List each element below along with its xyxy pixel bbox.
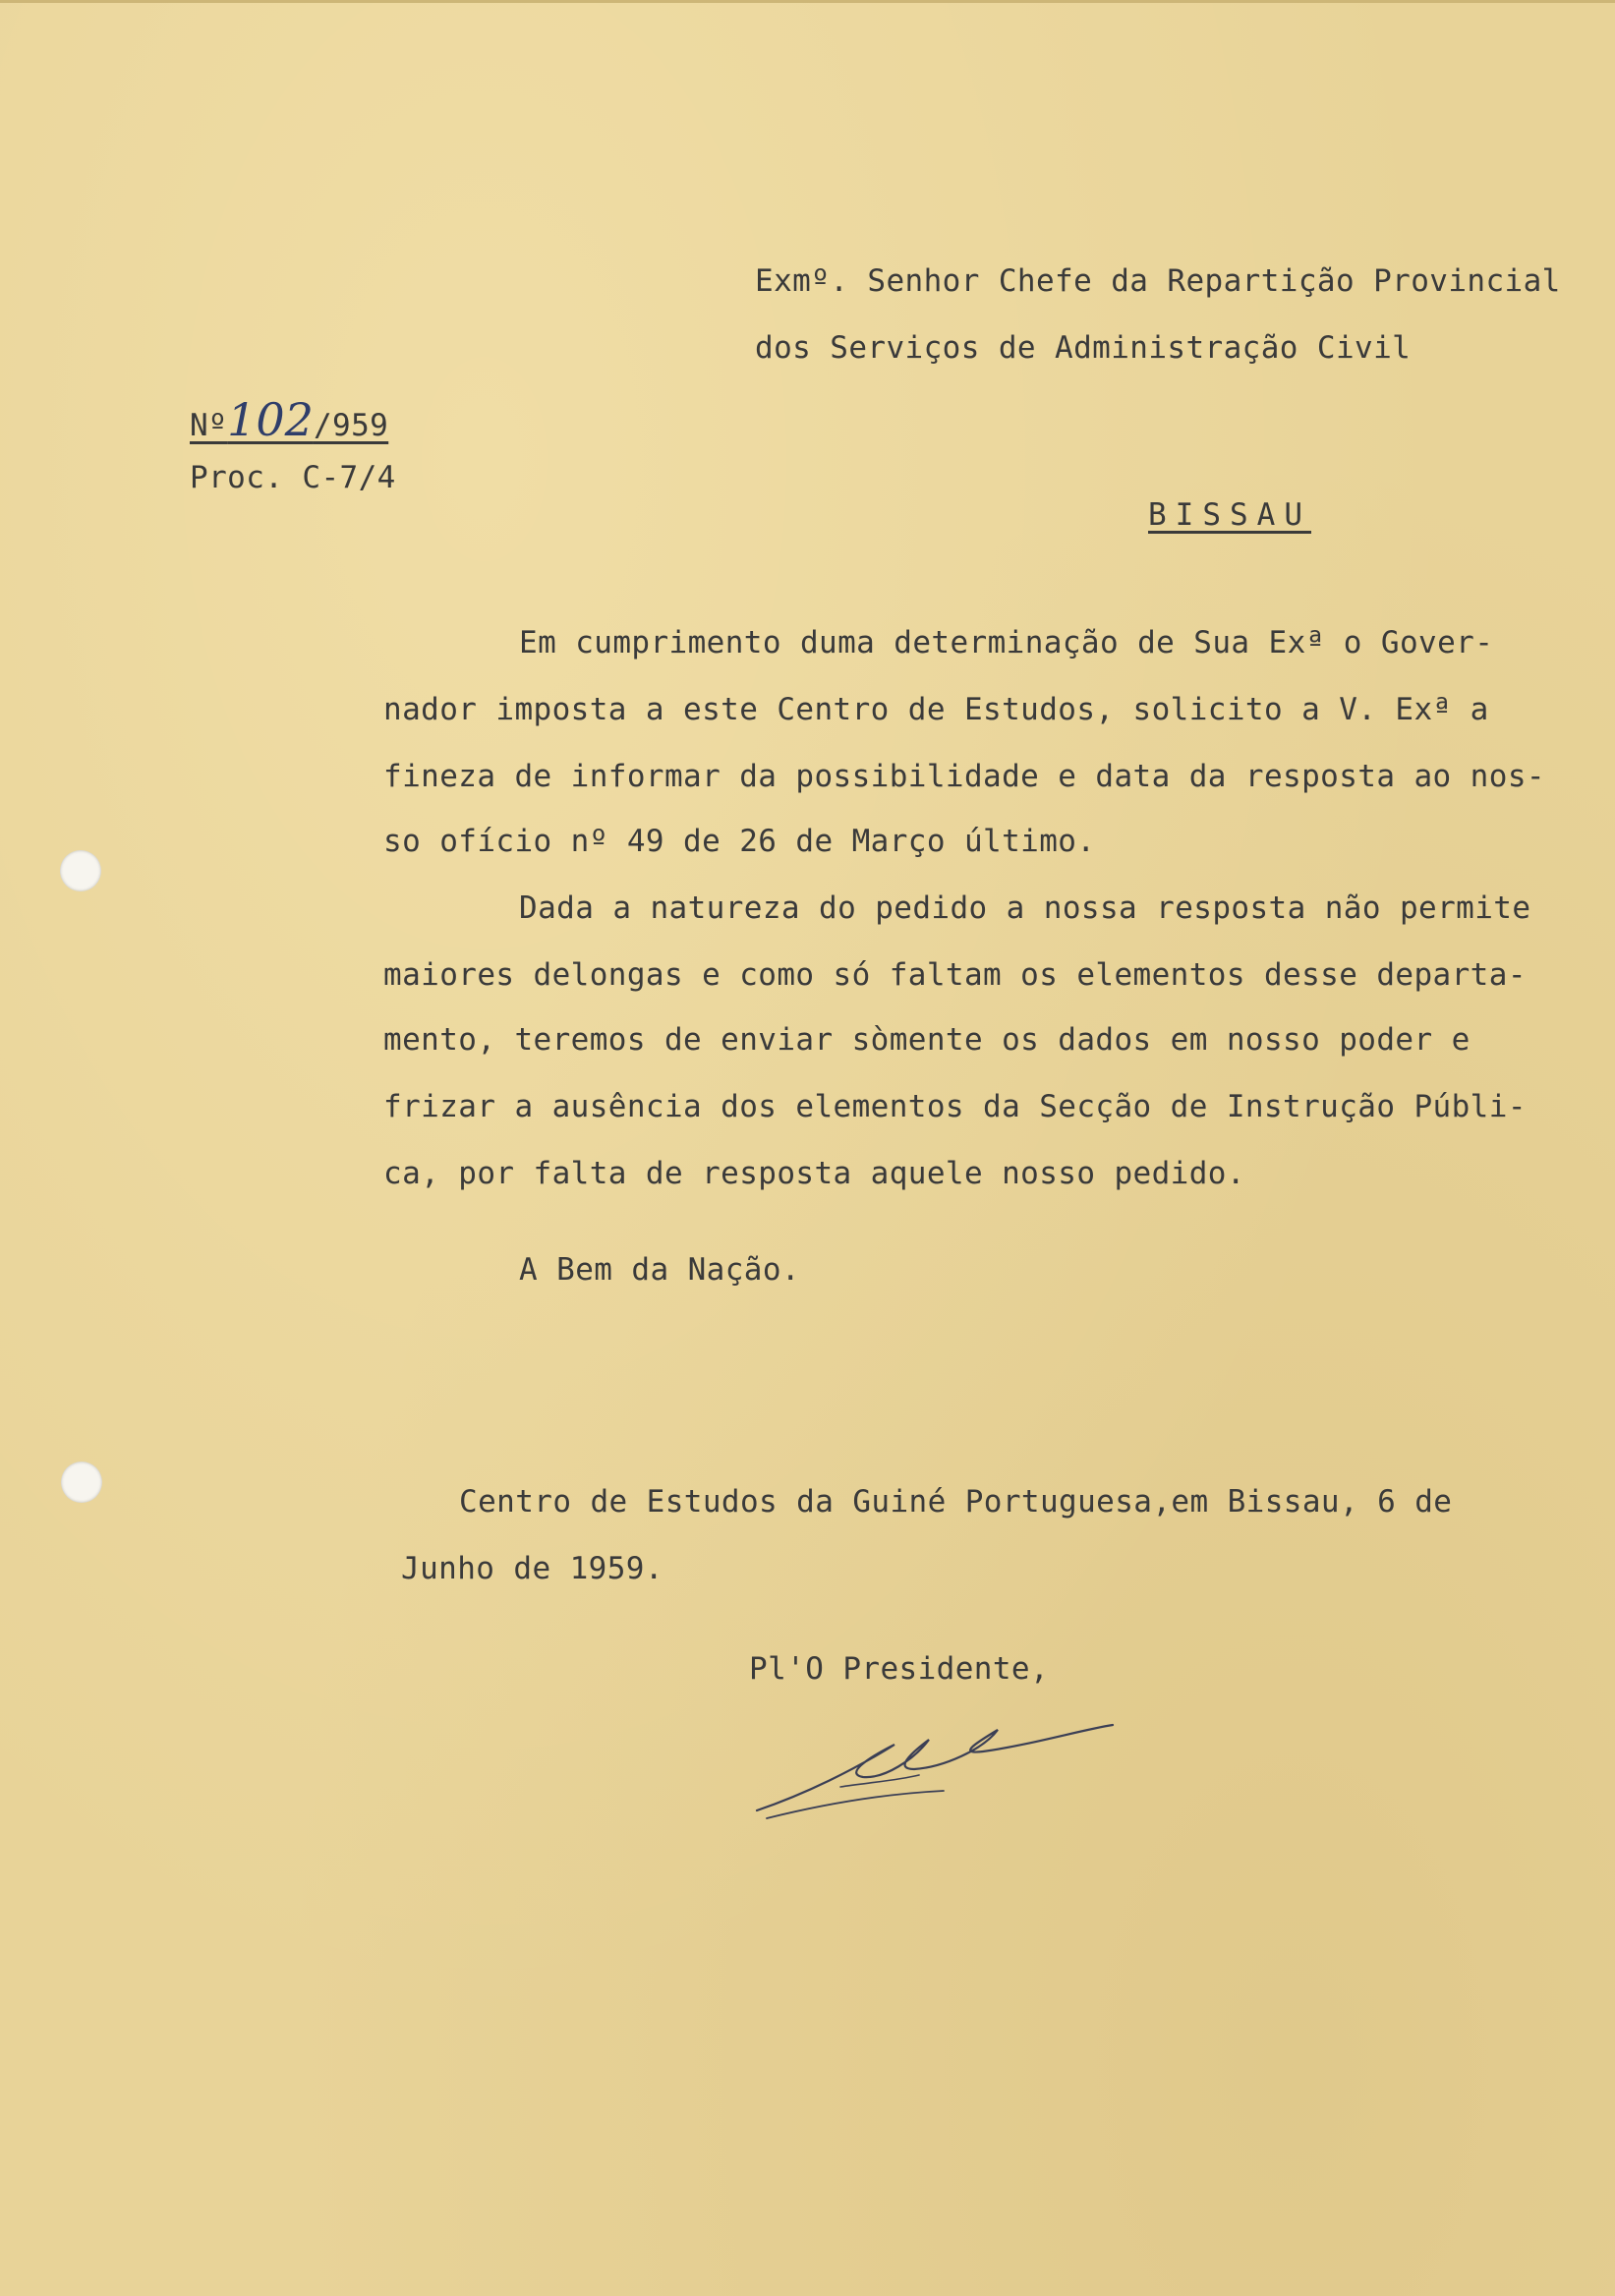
body-line: nador imposta a este Centro de Estudos, solicito a V. Exª a (383, 692, 1489, 727)
reference-year: /959 (313, 408, 389, 443)
addressee-city: BISSAU (1148, 497, 1311, 533)
body-line: maiores delongas e como só faltam os elementos desse departa- (383, 957, 1527, 993)
body-line: mento, teremos de enviar sòmente os dados em nosso poder e (383, 1022, 1471, 1058)
punch-hole-bottom (61, 1462, 102, 1503)
reference-prefix: Nº (190, 408, 228, 443)
addressee-line-1: Exmº. Senhor Chefe da Repartição Provincial (755, 263, 1561, 299)
place-date-line-1: Centro de Estudos da Guiné Portuguesa,em Bissau, 6 de (459, 1484, 1453, 1520)
body-line: Em cumprimento duma determinação de Sua Exª o Gover- (519, 625, 1494, 660)
body-line: ca, por falta de resposta aquele nosso pedido. (383, 1156, 1245, 1191)
body-line: fineza de informar da possibilidade e data da resposta ao nos- (383, 759, 1545, 794)
punch-hole-top (60, 850, 101, 891)
reference-handwritten-number: 102 (227, 393, 314, 446)
addressee-line-2: dos Serviços de Administração Civil (755, 330, 1412, 366)
signatory-title: Pl'O Presidente, (749, 1651, 1050, 1687)
body-line: frizar a ausência dos elementos da Secção de Instrução Públi- (383, 1089, 1527, 1124)
reference-number (190, 393, 388, 446)
salutation: A Bem da Nação. (519, 1252, 800, 1288)
body-line: so ofício nº 49 de 26 de Março último. (383, 824, 1096, 859)
signature (747, 1700, 1121, 1828)
paper-top-edge (0, 0, 1615, 3)
place-date-line-2: Junho de 1959. (401, 1551, 663, 1586)
body-line: Dada a natureza do pedido a nossa resposta não permite (519, 890, 1531, 926)
process-reference: Proc. C-7/4 (190, 460, 396, 495)
